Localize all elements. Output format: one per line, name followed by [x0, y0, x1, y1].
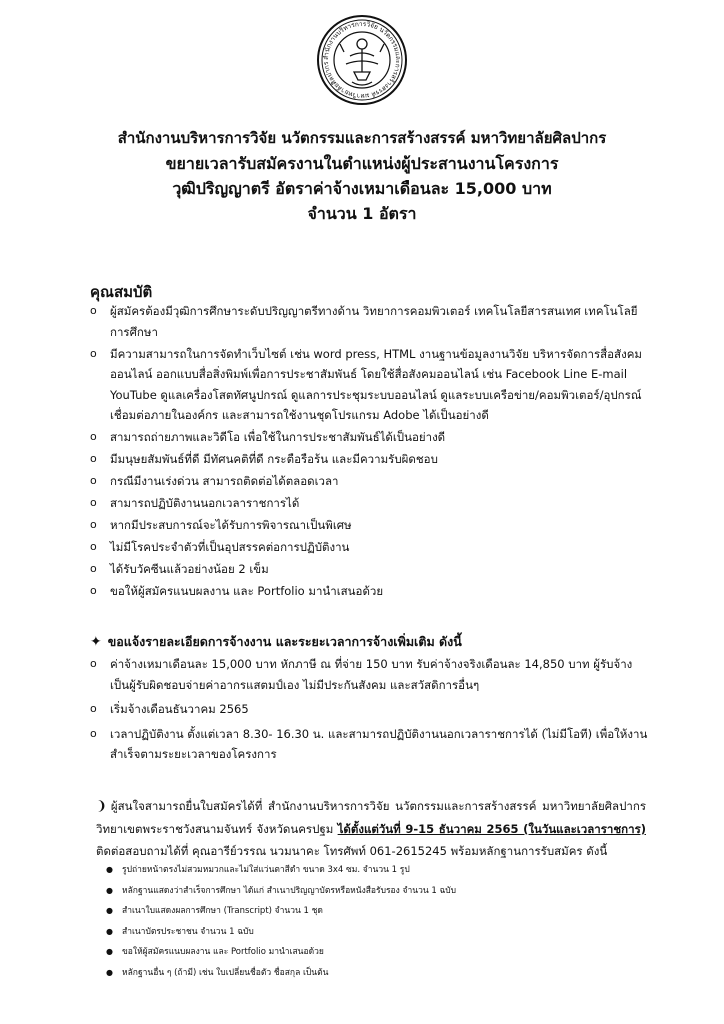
- qualification-text: มีมนุษยสัมพันธ์ที่ดี มีทัศนคติที่ดี กระตือรือร้น และมีความรับผิดชอบ: [110, 452, 438, 466]
- document-text: ขอให้ผู้สมัครแนบผลงาน และ Portfolio มานำเสนอด้วย: [122, 947, 324, 958]
- dot-bullet-icon: ●: [106, 906, 113, 916]
- required-documents-list: [96, 860, 636, 984]
- list-item: [90, 301, 650, 342]
- document-text: สำเนาใบแสดงผลการศึกษา (Transcript) จำนวน 1 ชุด: [122, 906, 323, 917]
- qualification-text: สามารถถ่ายภาพและวิดีโอ เพื่อใช้ในการประชาสัมพันธ์ได้เป็นอย่างดี: [110, 430, 446, 444]
- list-item: [90, 449, 650, 470]
- circle-bullet-icon: o: [90, 562, 97, 575]
- dot-bullet-icon: ●: [106, 967, 113, 977]
- dot-bullet-icon: ●: [106, 947, 113, 957]
- qualification-text: ไม่มีโรคประจำตัวที่เป็นอุปสรรคต่อการปฏิบัติงาน: [110, 540, 350, 554]
- list-item: [96, 963, 636, 984]
- list-item: [90, 471, 650, 492]
- list-item: [96, 922, 636, 943]
- detail-text: เวลาปฏิบัติงาน ตั้งแต่เวลา 8.30- 16.30 น. และสามารถปฏิบัติงานนอกเวลาราชการได้ (ไม่มีโอที) เพื่อให้งานสำเร็จตามระยะเวลาของโครงการ: [110, 726, 648, 761]
- qualification-text: มีความสามารถในการจัดทำเว็บไซต์ เช่น word press, HTML งานฐานข้อมูลงานวิจัย บริหารจัดการสื่อสังคมออนไลน์ ออกแบบสื่อสิ่งพิมพ์เพื่อการประชาสัมพันธ์ โดยใช้สื่อสังคมออนไลน์ เช่น Facebook Line E-mail YouTube ดูแลเครื่องโสตทัศนูปกรณ์ ดูแลการประชุมระบบออนไลน์ ดูแลระบบเครือข่าย/คอมพิวเตอร์/อุปกรณ์เชื่อมต่อภายในองค์กร และสามารถใช้งานชุดโปรแกรม Adobe ได้เป็นอย่างดี: [110, 346, 642, 422]
- list-item: [96, 860, 636, 881]
- bracket-mark-icon: ❩: [96, 799, 107, 814]
- circle-bullet-icon: o: [90, 540, 97, 553]
- circle-bullet-icon: o: [90, 726, 97, 740]
- circle-bullet-icon: o: [90, 518, 97, 531]
- list-item: [96, 901, 636, 922]
- document-text: หลักฐานแสดงว่าสำเร็จการศึกษา ได้แก่ สำเนาปริญญาบัตรหรือหนังสือรับรอง จำนวน 1 ฉบับ: [122, 885, 457, 896]
- heading-line-extension: ขยายเวลารับสมัครงานในตำแหน่งผู้ประสานงานโครงการ: [165, 154, 559, 173]
- circle-bullet-icon: o: [90, 304, 97, 317]
- detail-text: ค่าจ้างเหมาเดือนละ 15,000 บาท หักภาษี ณ ที่จ่าย 150 บาท รับค่าจ้างจริงเดือนละ 14,850 บาท ผู้รับจ้างเป็นผู้รับผิดชอบจ่ายค่าอากรแสตมป์เอง ไม่มีประกันสังคม และสวัสดิการอื่นๆ: [110, 657, 633, 692]
- qualification-text: หากมีประสบการณ์จะได้รับการพิจารณาเป็นพิเศษ: [110, 518, 352, 532]
- list-item: [90, 724, 650, 765]
- qualification-text: ได้รับวัคซีนแล้วอย่างน้อย 2 เข็ม: [110, 562, 269, 576]
- list-item: [90, 427, 650, 448]
- circle-bullet-icon: o: [90, 702, 97, 715]
- qualification-text: ผู้สมัครต้องมีวุฒิการศึกษาระดับปริญญาตรีทางด้าน วิทยาการคอมพิวเตอร์ เทคโนโลยีสารสนเทศ เทคโนโลยีการศึกษา: [110, 304, 638, 339]
- circle-bullet-icon: o: [90, 496, 97, 509]
- detail-text: เริ่มจ้างเดือนธันวาคม 2565: [110, 702, 249, 716]
- circle-bullet-icon: o: [90, 657, 97, 670]
- list-item: [90, 559, 650, 580]
- circle-bullet-icon: o: [90, 452, 97, 465]
- list-item: [96, 881, 636, 902]
- circle-bullet-icon: o: [90, 346, 97, 360]
- heading-line-positions: จำนวน 1 อัตรา: [307, 204, 417, 223]
- list-item: [90, 537, 650, 558]
- list-item: [90, 581, 650, 602]
- dot-bullet-icon: ●: [106, 885, 113, 895]
- application-dates: ได้ตั้งแต่วันที่ 9-15 ธันวาคม 2565 (ในวันและเวลาราชการ): [337, 822, 646, 836]
- qualification-text: กรณีมีงานเร่งด่วน สามารถติดต่อได้ตลอดเวลา: [110, 474, 339, 488]
- circle-bullet-icon: o: [90, 430, 97, 443]
- list-item: [90, 493, 650, 514]
- circle-bullet-icon: o: [90, 584, 97, 597]
- apply-text-before: ผู้สนใจสามารถยื่นใบสมัครได้ที่ สำนักงานบริหารการวิจัย นวัตกรรมและการสร้างสรรค์ มหาวิทยาลัยศิลปากร วิทยาเขตพระราชวังสนามจันทร์ จังหวัดนครปฐม: [96, 799, 646, 836]
- circle-bullet-icon: o: [90, 474, 97, 487]
- document-text: รูปถ่ายหน้าตรงไม่สวมหมวกและไม่ใส่แว่นตาสีดำ ขนาด 3x4 ซม. จำนวน 1 รูป: [122, 865, 410, 875]
- list-item: [90, 654, 650, 695]
- list-item: [96, 942, 636, 963]
- qualification-text: ขอให้ผู้สมัครแนบผลงาน และ Portfolio มานำเสนอด้วย: [110, 584, 384, 598]
- document-text: สำเนาบัตรประชาชน จำนวน 1 ฉบับ: [122, 926, 254, 937]
- list-item: [90, 515, 650, 536]
- application-paragraph: [96, 795, 646, 862]
- dot-bullet-icon: ●: [106, 865, 113, 874]
- list-item: [90, 699, 650, 720]
- heading-line-salary: วุฒิปริญญาตรี อัตราค่าจ้างเหมาเดือนละ 15,000 บาท: [172, 179, 552, 198]
- qualifications-list: [90, 301, 650, 603]
- details-title: [90, 632, 462, 652]
- list-item: [90, 344, 650, 426]
- document-text: หลักฐานอื่น ๆ (ถ้ามี) เช่น ใบเปลี่ยนชื่อตัว ชื่อสกุล เป็นต้น: [122, 967, 329, 978]
- details-title-text: ขอแจ้งรายละเอียดการจ้างงาน และระยะเวลาการจ้างเพิ่มเติม ดังนี้: [107, 634, 462, 649]
- seal-text: สำนักงานบริหารการวิจัย นวัตกรรมและการสร้างสรรค์ มหาวิทยาลัยศิลปากร: [321, 19, 403, 101]
- details-list: [90, 654, 650, 769]
- announcement-heading: [80, 126, 644, 226]
- university-seal-icon: [316, 14, 408, 106]
- qualifications-title: คุณสมบัติ: [90, 283, 153, 301]
- apply-text-after: ติดต่อสอบถามได้ที่ คุณอารีย์วรรณ นวมนาคะ โทรศัพท์ 061-2615245 พร้อมหลักฐานการรับสมัคร ดังนี้: [96, 844, 608, 858]
- dot-bullet-icon: ●: [106, 926, 113, 936]
- qualification-text: สามารถปฏิบัติงานนอกเวลาราชการได้: [110, 496, 300, 510]
- four-point-star-icon: ✦: [90, 634, 102, 650]
- heading-line-office: สำนักงานบริหารการวิจัย นวัตกรรมและการสร้างสรรค์ มหาวิทยาลัยศิลปากร: [117, 129, 607, 147]
